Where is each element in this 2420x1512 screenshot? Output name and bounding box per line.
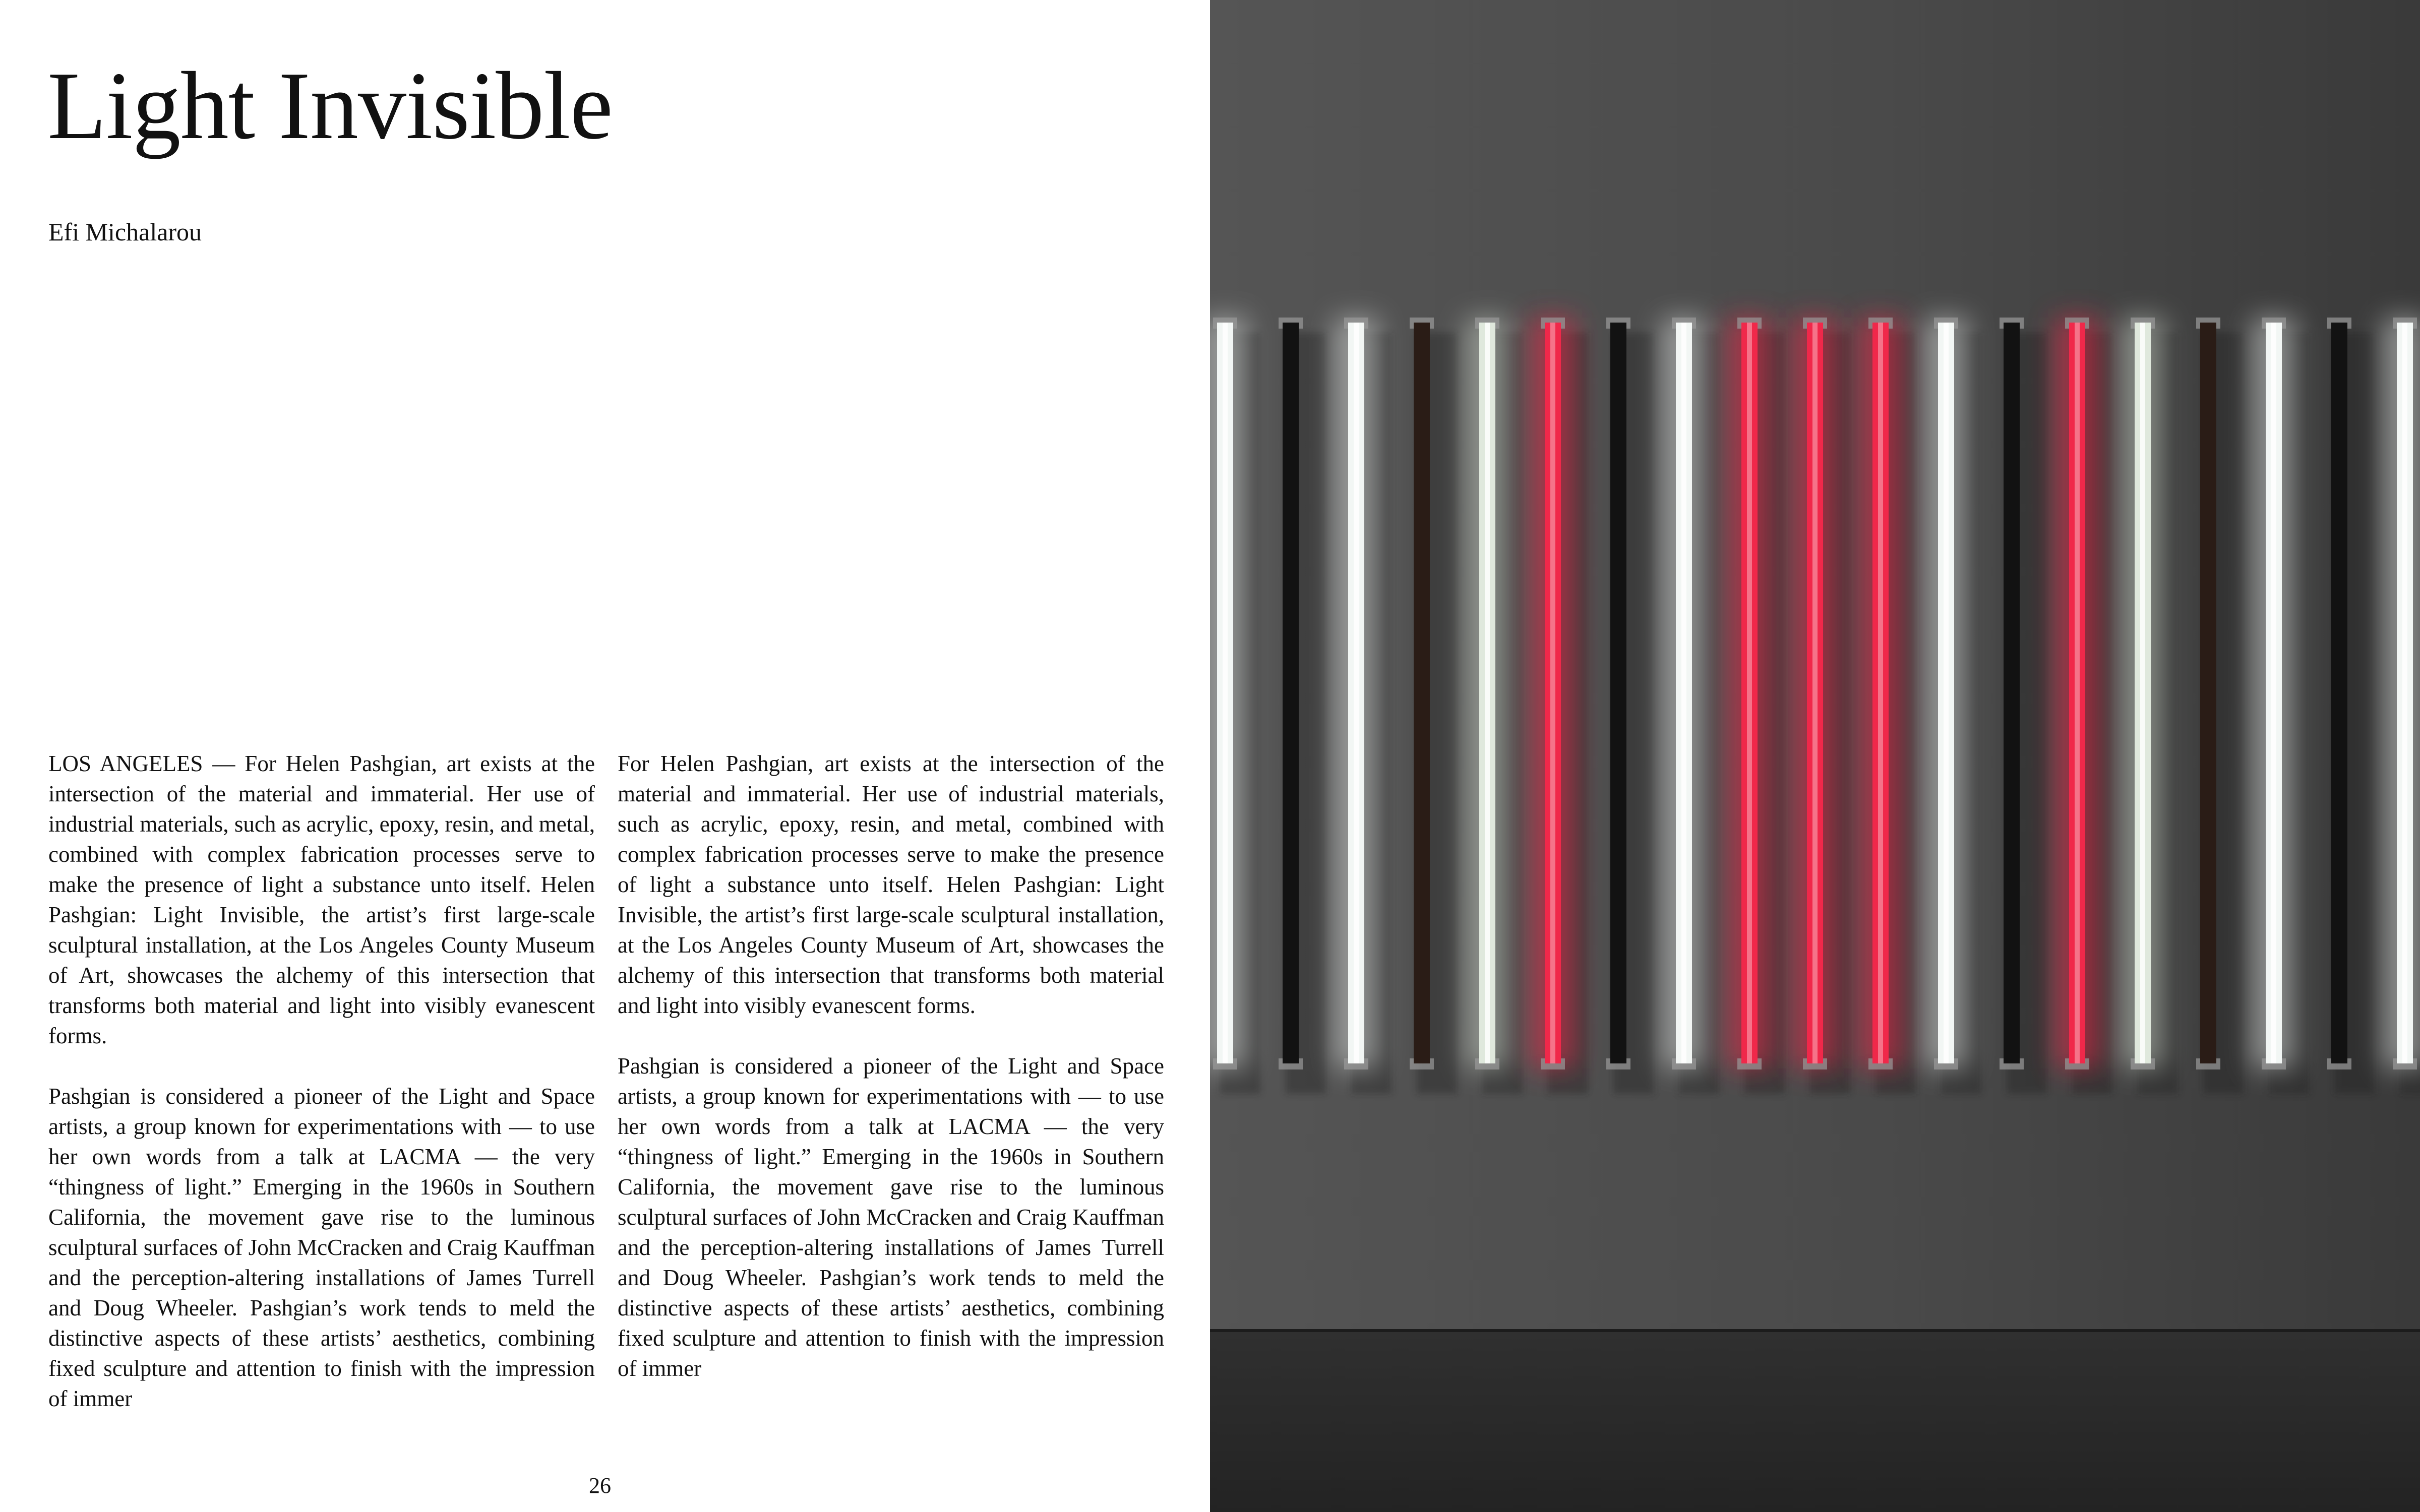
neon-tube-red bbox=[1793, 318, 1850, 1094]
floor bbox=[1210, 1331, 2420, 1512]
neon-tube-pale bbox=[2121, 318, 2178, 1094]
neon-tube-white bbox=[2252, 318, 2309, 1094]
neon-tube-red bbox=[2055, 318, 2112, 1094]
neon-tube-black bbox=[1279, 318, 1326, 1094]
neon-tube-dark bbox=[2196, 318, 2244, 1094]
neon-tube-black bbox=[2327, 318, 2375, 1094]
installation-photo bbox=[1210, 0, 2420, 1512]
text-column-left bbox=[48, 748, 595, 1444]
neon-tube-white bbox=[1924, 318, 1981, 1094]
page-number: 26 bbox=[589, 1473, 611, 1498]
neon-tubes bbox=[1210, 318, 2420, 1094]
neon-tube-black bbox=[1606, 318, 1654, 1094]
neon-tube-black bbox=[2000, 318, 2047, 1094]
neon-tube-white bbox=[2383, 318, 2420, 1094]
neon-tube-white bbox=[1210, 318, 1260, 1094]
article-title: Light Invisible bbox=[47, 52, 613, 159]
neon-tube-white bbox=[1334, 318, 1392, 1094]
article-author: Efi Michalarou bbox=[48, 218, 202, 246]
paragraph: Pashgian is considered a pioneer of the Light and Space artists, a group known for experimentations with — to use her own words from a talk at LACMA — the very “thingness of light.” Emerging in the 1960s in Southern California, the movement gave rise to the luminous sculptural surfaces of John McCracken and Craig Kauffman and the perception-altering installations of James Turrell and Doug Wheeler. Pashgian’s work tends to meld the distinctive aspects of these artists’ aesthetics, combining fixed sculpture and attention to finish with the impression of immer bbox=[618, 1053, 1164, 1381]
text-column-right bbox=[618, 748, 1164, 1414]
neon-tube-dark bbox=[1410, 318, 1457, 1094]
neon-tube-red bbox=[1858, 318, 1916, 1094]
paragraph: LOS ANGELES — For Helen Pashgian, art exists at the intersection of the material and immaterial. Her use of industrial materials, such as acrylic, epoxy, resin, and metal, combined with complex fabrication processes serve to make the presence of light a substance unto itself. Helen Pashgian: Light Invisible, the artist’s first large-scale sculptural installation, at the Los Angeles County Museum of Art, showcases the alchemy of this intersection that transforms both material and light into visibly evanescent forms. bbox=[48, 751, 595, 1048]
paragraph: For Helen Pashgian, art exists at the intersection of the material and immaterial. Her use of industrial materials, such as acrylic, epoxy, resin, and metal, combined with complex fabrication processes serve to make the presence of light a substance unto itself. Helen Pashgian: Light Invisible, the artist’s first large-scale sculptural installation, at the Los Angeles County Museum of Art, showcases the alchemy of this intersection that transforms both material and light into visibly evanescent forms. bbox=[618, 751, 1164, 1018]
paragraph: Pashgian is considered a pioneer of the Light and Space artists, a group known for experimentations with — to use her own words from a talk at LACMA — the very “thingness of light.” Emerging in the 1960s in Southern California, the movement gave rise to the luminous sculptural surfaces of John McCracken and Craig Kauffman and the perception-altering installations of James Turrell and Doug Wheeler. Pashgian’s work tends to meld the distinctive aspects of these artists’ aesthetics, combining fixed sculpture and attention to finish with the impression of immer bbox=[48, 1084, 595, 1411]
neon-tube-red bbox=[1531, 318, 1588, 1094]
neon-tube-white bbox=[1662, 318, 1719, 1094]
neon-tube-red bbox=[1727, 318, 1785, 1094]
neon-tube-pale bbox=[1465, 318, 1523, 1094]
